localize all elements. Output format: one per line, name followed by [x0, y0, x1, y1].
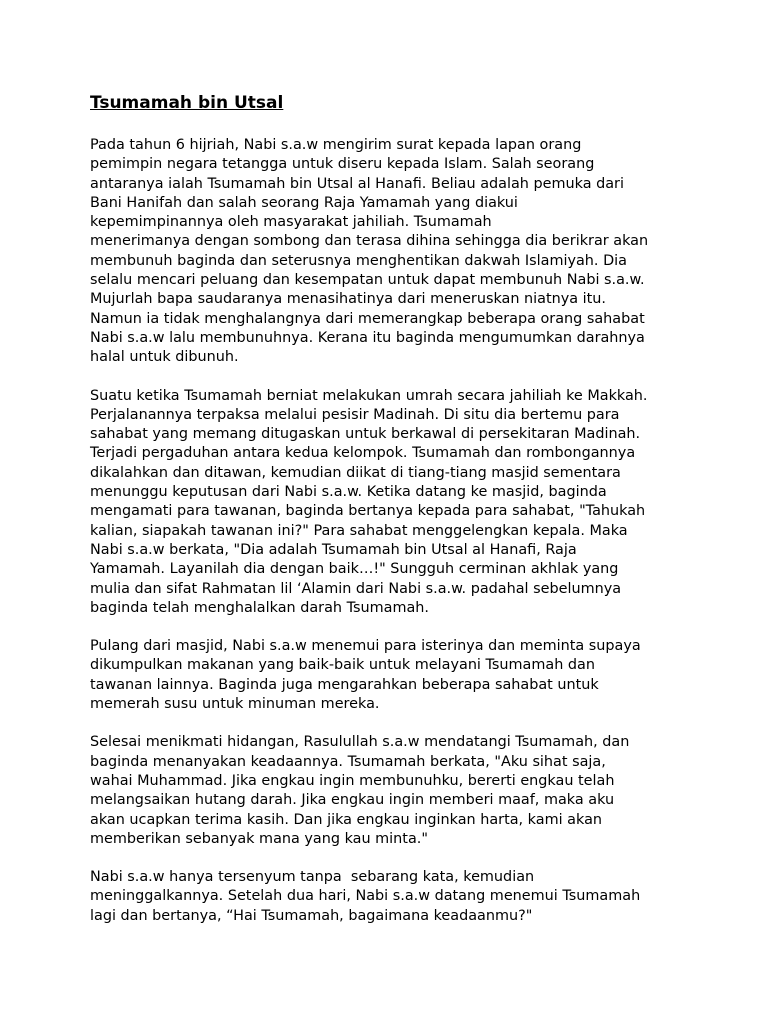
text-line: Terjadi pergaduhan antara kedua kelompok. Tsumamah dan rombongannya	[90, 445, 636, 462]
text-line: dikalahkan dan ditawan, kemudian diikat di tiang-tiang masjid sementara	[90, 464, 621, 481]
text-line: Perjalanannya terpaksa melalui pesisir Madinah. Di situ dia bertemu para	[90, 406, 620, 423]
paragraph-1	[90, 136, 690, 368]
text-line: Mujurlah bapa saudaranya menasihatinya dari meneruskan niatnya itu.	[90, 291, 606, 308]
text-line: menerimanya dengan sombong dan terasa dihina sehingga dia berikrar akan	[90, 233, 649, 250]
text-line: Nabi s.a.w lalu membunuhnya. Kerana itu baginda mengumumkan darahnya	[90, 329, 645, 346]
text-line: Nabi s.a.w berkata, "Dia adalah Tsumamah bin Utsal al Hanafi, Raja	[90, 541, 577, 558]
text-line: melangsaikan hutang darah. Jika engkau ingin memberi maaf, maka aku	[90, 792, 615, 809]
text-line: akan ucapkan terima kasih. Dan jika engkau inginkan harta, kami akan	[90, 811, 603, 828]
text-line: Yamamah. Layanilah dia dengan baik…!" Sungguh cerminan akhlak yang	[90, 561, 619, 578]
text-line: lagi dan bertanya, “Hai Tsumamah, bagaimana keadaanmu?"	[90, 907, 533, 924]
text-line: pemimpin negara tetangga untuk diseru kepada Islam. Salah seorang	[90, 156, 595, 173]
text-line: Pada tahun 6 hijriah, Nabi s.a.w mengirim surat kepada lapan orang	[90, 137, 582, 153]
paragraph-3	[90, 637, 690, 714]
text-line: baginda menanyakan keadaannya. Tsumamah berkata, "Aku sihat saja,	[90, 753, 606, 770]
text-line: baginda telah menghalalkan darah Tsumamah.	[90, 599, 429, 616]
text-line: Pulang dari masjid, Nabi s.a.w menemui para isterinya dan meminta supaya	[90, 638, 641, 655]
paragraph-2	[90, 387, 690, 619]
text-line: Nabi s.a.w hanya tersenyum tanpa sebarang kata, kemudian	[90, 869, 535, 886]
text-line: selalu mencari peluang dan kesempatan untuk dapat membunuh Nabi s.a.w.	[90, 272, 645, 289]
text-line: antaranya ialah Tsumamah bin Utsal al Hanafi. Beliau adalah pemuka dari	[90, 175, 624, 192]
text-line: menunggu keputusan dari Nabi s.a.w. Ketika datang ke masjid, baginda	[90, 484, 607, 501]
text-line: meninggalkannya. Setelah dua hari, Nabi s.a.w datang menemui Tsumamah	[90, 888, 641, 905]
document-page	[90, 92, 690, 945]
text-line: wahai Muhammad. Jika engkau ingin membunuhku, bererti engkau telah	[90, 772, 615, 789]
text-line: memerah susu untuk minuman mereka.	[90, 696, 380, 713]
paragraph-4	[90, 733, 690, 849]
text-line: kepemimpinannya oleh masyarakat jahiliah. Tsumamah	[90, 214, 492, 231]
text-line: halal untuk dibunuh.	[90, 349, 239, 366]
text-line: dikumpulkan makanan yang baik-baik untuk melayani Tsumamah dan	[90, 657, 595, 674]
paragraph-5	[90, 868, 690, 926]
text-line: mulia dan sifat Rahmatan lil ‘Alamin dari Nabi s.a.w. padahal sebelumnya	[90, 580, 622, 597]
text-line: Suatu ketika Tsumamah berniat melakukan umrah secara jahiliah ke Makkah.	[90, 387, 648, 404]
text-line: Bani Hanifah dan salah seorang Raja Yamamah yang diakui	[90, 194, 518, 211]
text-line: sahabat yang memang ditugaskan untuk berkawal di persekitaran Madinah.	[90, 426, 641, 443]
text-line: kalian, siapakah tawanan ini?" Para sahabat menggelengkan kepala. Maka	[90, 522, 628, 539]
text-line: Namun ia tidak menghalangnya dari memerangkap beberapa orang sahabat	[90, 310, 645, 327]
text-line: memberikan sebanyak mana yang kau minta."	[90, 830, 428, 847]
text-line: mengamati para tawanan, baginda bertanya kepada para sahabat, "Tahukah	[90, 503, 646, 520]
text-line: tawanan lainnya. Baginda juga mengarahkan beberapa sahabat untuk	[90, 676, 599, 693]
document-title: Tsumamah bin Utsal	[90, 93, 284, 113]
text-line: membunuh baginda dan seterusnya menghentikan dakwah Islamiyah. Dia	[90, 252, 627, 269]
text-line: Selesai menikmati hidangan, Rasulullah s.a.w mendatangi Tsumamah, dan	[90, 734, 630, 751]
